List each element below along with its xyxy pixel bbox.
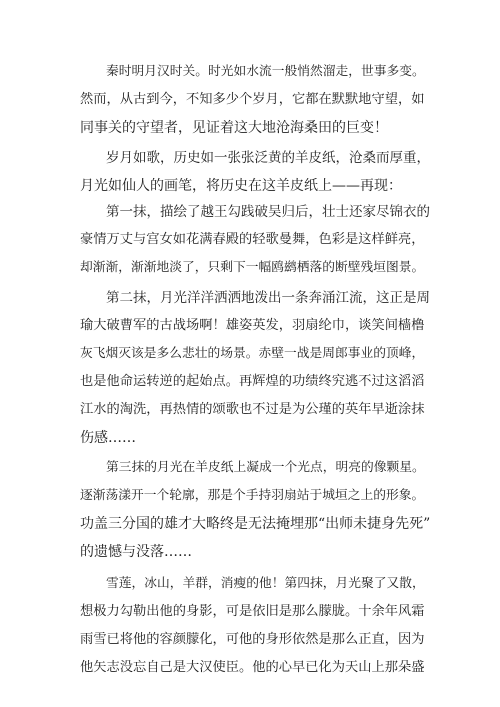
paragraph-4-line-3: 灰飞烟灭该是多么悲壮的场景。赤壁一战是周郎事业的顶峰， [80, 346, 425, 361]
paragraph-1-line-1: 秦时明月汉时关。时光如水流一般悄然溜走，世事多变。 [106, 64, 425, 79]
paragraph-6-line-2: 想极力勾勒出他的身影，可是依旧是那么朦胧。十余年风霜 [80, 604, 425, 619]
paragraph-4-line-5: 江水的淘洗，再热情的颂歌也不过是为公瑾的英年早逝涂抹 [80, 402, 425, 417]
paragraph-4-line-6: 伤感…… [80, 430, 136, 446]
paragraph-4-line-4: 也是他命运转逆的起始点。再辉煌的功绩终究逃不过这滔滔 [80, 374, 425, 389]
paragraph-5-line-1: 第三抹的月光在羊皮纸上凝成一个光点，明亮的像颗星。 [106, 460, 425, 475]
paragraph-4-line-1: 第二抹，月光洋洋洒洒地泼出一条奔涌江流，这正是周 [106, 290, 430, 306]
paragraph-2-line-2: 月光如仙人的画笔，将历史在这羊皮纸上——再现： [80, 178, 402, 194]
paragraph-4-line-2: 瑜大破曹军的古战场啊！雄姿英发，羽扇纶巾，谈笑间樯橹 [80, 318, 425, 333]
paragraph-3-line-3: 却渐渐，渐渐地淡了，只剩下一幅鸥鹚栖落的断壁残垣图景。 [80, 260, 425, 275]
paragraph-1-line-3: 同事关的守望者，见证着这大地沧海桑田的巨变！ [80, 120, 388, 136]
paragraph-6-line-1: 雪莲，冰山，羊群，消瘦的他！第四抹，月光聚了又散， [106, 576, 425, 591]
paragraph-6-line-4: 他矢志没忘自己是大汉使臣。他的心早已化为天山上那朵盛 [80, 660, 425, 675]
paragraph-2-line-1: 岁月如歌，历史如一张张泛黄的羊皮纸，沧桑而厚重， [106, 150, 430, 166]
paragraph-3-line-1: 第一抹，描绘了越王勾践破吴归后，壮士还家尽锦衣的 [106, 204, 430, 220]
paragraph-5-line-3: 功盖三分国的雄才大略终是无法掩埋那“出师未捷身先死” [80, 516, 431, 532]
paragraph-5-line-4: 的遗憾与没落…… [80, 544, 192, 560]
paragraph-1-line-2: 然而，从古到今，不知多少个岁月，它都在默默地守望，如 [80, 92, 425, 107]
paragraph-5-line-2: 逐渐荡漾开一个轮廓，那是个手持羽扇站于城垣之上的形象。 [80, 488, 425, 503]
paragraph-6-line-3: 雨雪已将他的容颜朦化，可他的身形依然是那么正直，因为 [80, 632, 425, 647]
paragraph-3-line-2: 豪情万丈与宫女如花满春殿的轻歌曼舞，色彩是这样鲜亮， [80, 232, 425, 247]
